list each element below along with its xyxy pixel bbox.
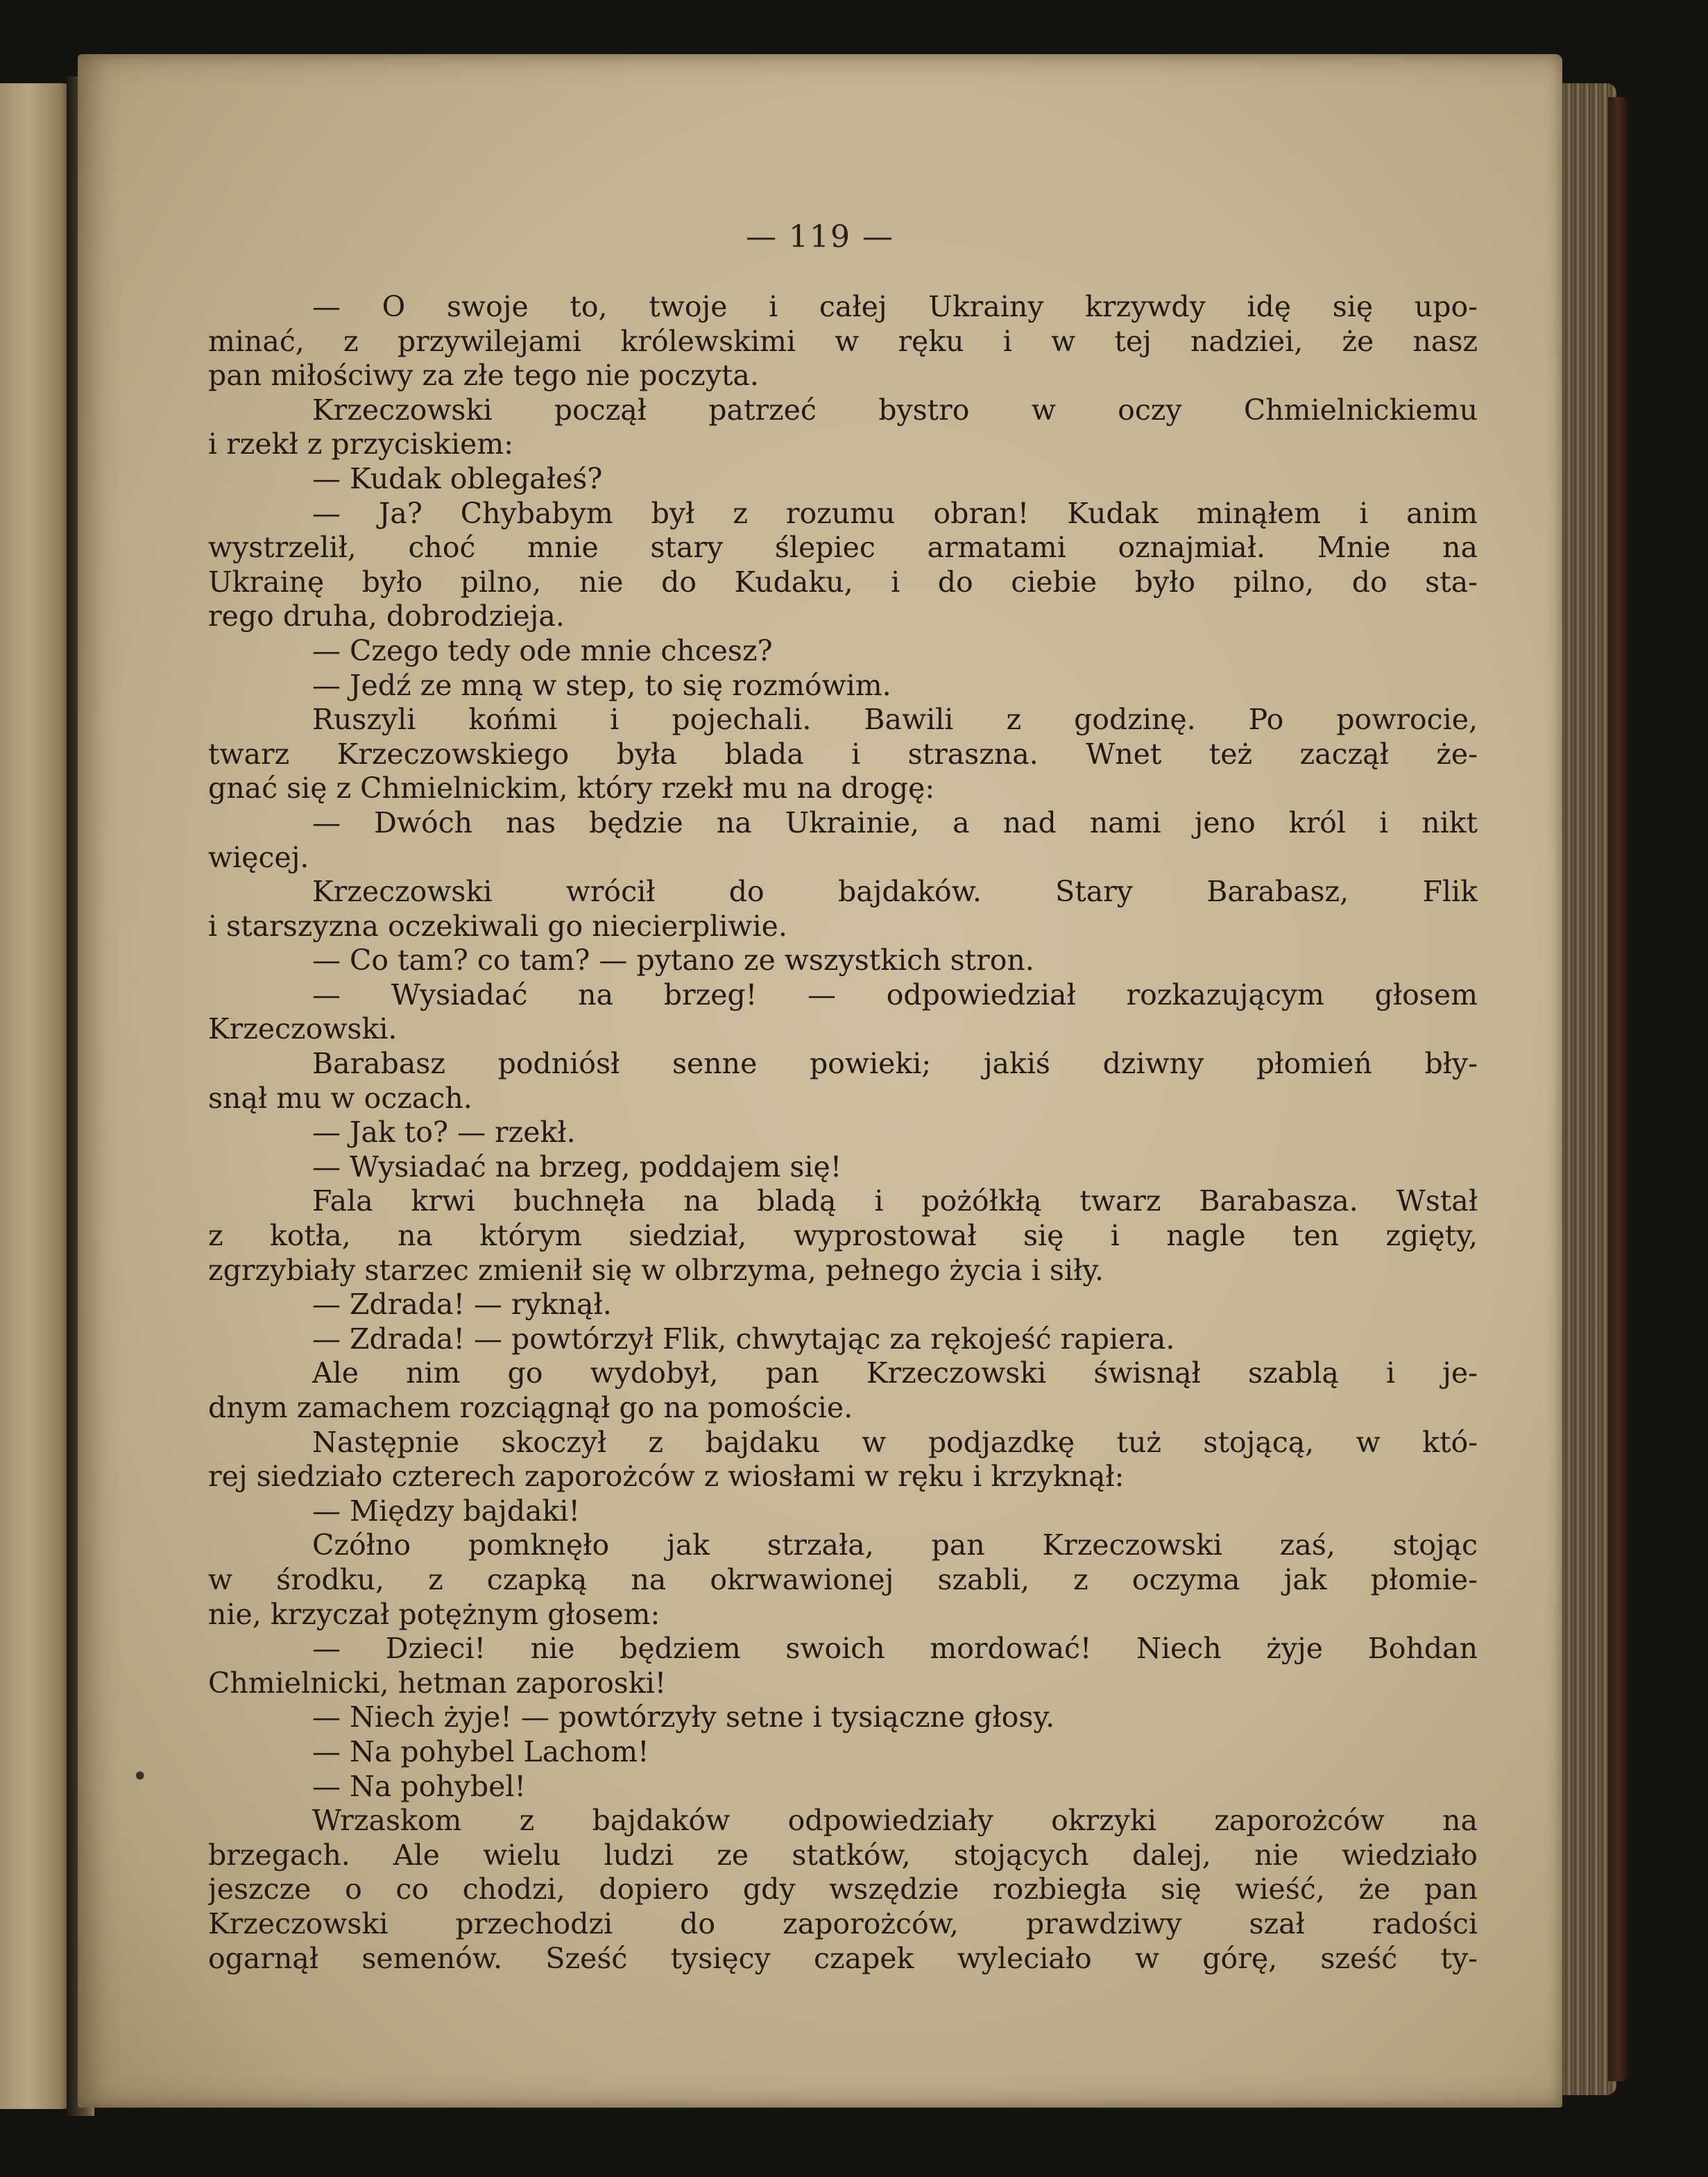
text-line: Krzeczowski.	[208, 1012, 398, 1046]
text-line: Chmielnicki, hetman zaporoski!	[208, 1666, 667, 1700]
text-line: Ale nim go wydobył, pan Krzeczowski świsnął szablą i je-	[312, 1356, 1478, 1390]
text-line: Krzeczowski począł patrzeć bystro w oczy Chmielnickiemu	[312, 393, 1478, 427]
text-line: w środku, z czapką na okrwawionej szabli, z oczyma jak płomie-	[208, 1562, 1478, 1596]
text-line: rej siedziało czterech zaporożców z wiosłami w ręku i krzyknął:	[208, 1460, 1125, 1494]
text-line: Krzeczowski przechodzi do zaporożców, prawdziwy szał radości	[208, 1906, 1478, 1940]
text-line: wystrzelił, choć mnie stary ślepiec armatami oznajmiał. Mnie na	[208, 531, 1478, 565]
text-line: gnać się z Chmielnickim, który rzekł mu na drogę:	[208, 771, 935, 805]
text-line: — Czego tedy ode mnie chcesz?	[312, 633, 773, 667]
text-line: Ukrainę było pilno, nie do Kudaku, i do ciebie było pilno, do sta-	[208, 565, 1478, 599]
text-line: Ruszyli końmi i pojechali. Bawili z godzinę. Po powrocie,	[312, 703, 1478, 737]
ink-speck: •	[132, 1761, 148, 1793]
text-line: ogarnął semenów. Sześć tysięcy czapek wyleciało w górę, sześć ty-	[208, 1941, 1478, 1975]
text-line: — Co tam? co tam? — pytano ze wszystkich stron.	[312, 944, 1034, 977]
text-line: — Jak to? — rzekł.	[312, 1116, 576, 1150]
text-line: brzegach. Ale wielu ludzi ze statków, stojących dalej, nie wiedziało	[208, 1838, 1478, 1872]
page-number: — 119 —	[746, 219, 894, 255]
text-line: — O swoje to, twoje i całej Ukrainy krzywdy idę się upo-	[312, 290, 1478, 323]
text-line: Wrzaskom z bajdaków odpowiedziały okrzyki zaporożców na	[312, 1804, 1478, 1838]
page-edge-stack	[1554, 83, 1616, 2095]
text-line: rego druha, dobrodzieja.	[208, 599, 565, 633]
text-line: Fala krwi buchnęła na bladą i pożółkłą twarz Barabasza. Wstał	[312, 1184, 1478, 1218]
text-line: minać, z przywilejami królewskimi w ręku i w tej nadziei, że nasz	[208, 324, 1478, 358]
text-line: nie, krzyczał potężnym głosem:	[208, 1597, 660, 1631]
text-line: i starszyzna oczekiwali go niecierpliwie.	[208, 909, 787, 943]
text-line: — Kudak oblegałeś?	[312, 461, 603, 495]
text-line: i rzekł z przyciskiem:	[208, 427, 514, 461]
text-line: jeszcze o co chodzi, dopiero gdy wszędzie rozbiegła się wieść, że pan	[208, 1872, 1478, 1906]
text-line: — Zdrada! — powtórzył Flik, chwytając za rękojeść rapiera.	[312, 1322, 1175, 1356]
text-line: — Wysiadać na brzeg! — odpowiedział rozkazującym głosem	[312, 977, 1478, 1011]
text-line: Barabasz podniósł senne powieki; jakiś dziwny płomień bły-	[312, 1047, 1478, 1081]
text-line: zgrzybiały starzec zmienił się w olbrzyma, pełnego życia i siły.	[208, 1253, 1104, 1287]
book-cover-edge	[1608, 97, 1629, 2081]
text-line: Krzeczowski wrócił do bajdaków. Stary Barabasz, Flik	[312, 875, 1478, 909]
text-line: z kotła, na którym siedział, wyprostował się i nagle ten zgięty,	[208, 1219, 1478, 1253]
text-line: — Ja? Chybabym był z rozumu obran! Kudak minąłem i anim	[312, 496, 1478, 530]
text-line: — Niech żyje! — powtórzyły setne i tysiączne głosy.	[312, 1700, 1055, 1734]
text-line: — Dzieci! nie będziem swoich mordować! Niech żyje Bohdan	[312, 1632, 1478, 1666]
text-line: — Wysiadać na brzeg, poddajem się!	[312, 1150, 842, 1184]
page-body-text	[208, 290, 1478, 1976]
text-line: dnym zamachem rozciągnął go na pomoście.	[208, 1391, 853, 1424]
text-line: — Dwóch nas będzie na Ukrainie, a nad nami jeno król i nikt	[312, 805, 1478, 839]
book-page	[78, 54, 1562, 2108]
text-line: Czółno pomknęło jak strzała, pan Krzeczowski zaś, stojąc	[312, 1528, 1478, 1562]
text-line: — Jedź ze mną w step, to się rozmówim.	[312, 668, 891, 702]
text-line: Następnie skoczył z bajdaku w podjazdkę tuż stojącą, w któ-	[312, 1425, 1478, 1459]
text-line: snął mu w oczach.	[208, 1081, 472, 1115]
text-line: więcej.	[208, 840, 309, 874]
text-line: twarz Krzeczowskiego była blada i straszna. Wnet też zaczął że-	[208, 737, 1478, 771]
text-line: — Zdrada! — ryknął.	[312, 1288, 612, 1322]
text-line: pan miłościwy za złe tego nie poczyta.	[208, 359, 759, 393]
text-line: — Między bajdaki!	[312, 1494, 580, 1528]
text-line: — Na pohybel Lachom!	[312, 1734, 649, 1768]
text-line: — Na pohybel!	[312, 1769, 526, 1803]
previous-page-edge	[0, 83, 76, 2109]
